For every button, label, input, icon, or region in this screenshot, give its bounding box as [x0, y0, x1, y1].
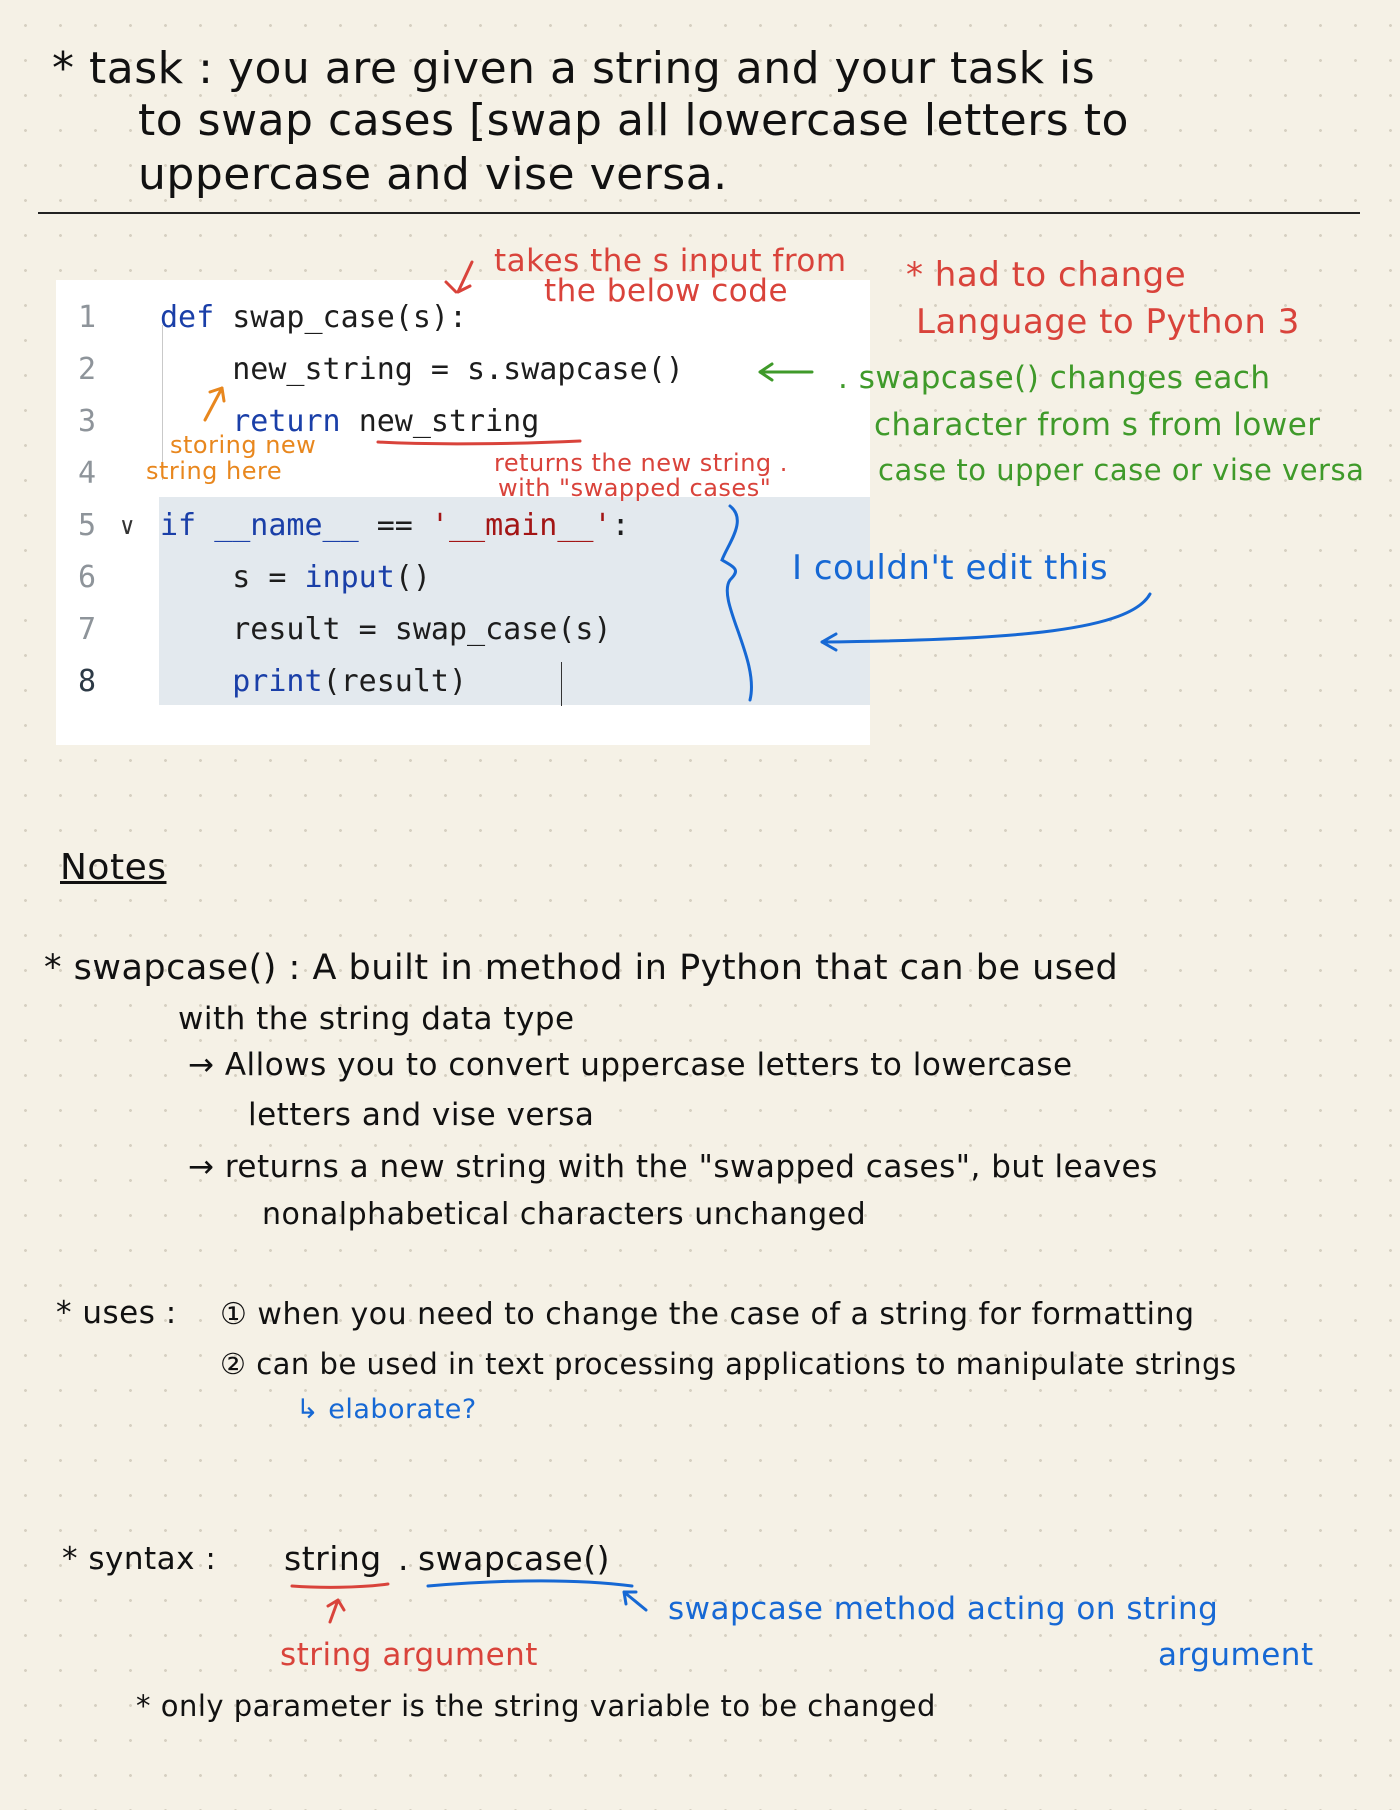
code-token: result = swap_case(s)	[160, 612, 612, 647]
code-token: (result)	[322, 664, 468, 699]
use-item-1: ① when you need to change the case of a string for formatting	[220, 1297, 1195, 1332]
line-number: 7	[78, 612, 97, 647]
code-token: new_string = s.swapcase()	[160, 352, 684, 387]
line-number: 3	[78, 404, 97, 439]
annotation-takes-input-1: takes the s input from	[494, 243, 847, 279]
annotation-couldnt-edit: I couldn't edit this	[792, 548, 1109, 588]
annotation-elaborate: ↳ elaborate?	[296, 1394, 477, 1425]
annotation-swapcase-2: character from s from lower	[874, 407, 1321, 443]
annotation-method-note-1: swapcase method acting on string	[668, 1591, 1219, 1627]
annotation-method-note-2: argument	[1158, 1637, 1314, 1673]
line-number: 5	[78, 508, 97, 543]
code-token: :	[611, 508, 630, 543]
takes-input-arrow	[446, 262, 472, 292]
annotation-had-to-change-1: * had to change	[906, 255, 1187, 295]
annotation-returns-1: returns the new string .	[494, 449, 788, 477]
string-arrow	[328, 1600, 344, 1622]
code-token: print	[232, 664, 323, 699]
use-item-2: ② can be used in text processing applications to manipulate strings	[220, 1347, 1237, 1381]
task-line-1: * task : you are given a string and your task is	[52, 43, 1096, 94]
code-token: s =	[160, 560, 305, 595]
notes-swapcase-line-1: * swapcase() : A built in method in Python that can be used	[44, 948, 1119, 988]
annotation-storing-1: storing new	[170, 431, 317, 459]
notes-swapcase-line-2: with the string data type	[178, 1001, 575, 1037]
annotation-storing-2: string here	[146, 457, 283, 485]
swapcase-arrow	[624, 1592, 646, 1610]
annotation-takes-input-2: the below code	[544, 273, 789, 309]
annotation-swapcase-3: case to upper case or vise versa	[878, 453, 1365, 487]
notes-bullet-1-line-1: → Allows you to convert uppercase letters to lowercase	[188, 1047, 1073, 1083]
notes-bullet-2-line-2: nonalphabetical characters unchanged	[262, 1197, 867, 1232]
code-token: '__main__'	[430, 508, 612, 543]
syntax-string: string	[284, 1539, 382, 1578]
annotation-returns-2: with "swapped cases"	[498, 474, 772, 502]
syntax-label: * syntax :	[62, 1541, 217, 1577]
line-number: 4	[78, 456, 97, 491]
line-number: 2	[78, 352, 97, 387]
line-number: 8	[78, 664, 97, 699]
return-underline	[378, 441, 580, 444]
fold-chevron-icon[interactable]: ∨	[120, 512, 135, 540]
syntax-dot: .	[398, 1539, 409, 1578]
green-arrow	[760, 364, 812, 380]
code-token: input	[304, 560, 395, 595]
blue-arrow	[822, 594, 1150, 650]
code-token: new_string	[358, 404, 540, 439]
annotation-had-to-change-2: Language to Python 3	[916, 302, 1300, 342]
code-token: ()	[394, 560, 431, 595]
code-token: ==	[358, 508, 431, 543]
notes-heading: Notes	[60, 847, 167, 888]
uses-label: * uses :	[56, 1295, 177, 1331]
blue-brace	[722, 506, 751, 700]
code-token: return	[232, 404, 359, 439]
code-token: if	[160, 508, 215, 543]
annotation-swapcase-1: . swapcase() changes each	[838, 360, 1271, 396]
orange-arrow	[205, 388, 224, 420]
annotation-string-argument: string argument	[280, 1637, 538, 1673]
task-line-3: uppercase and vise versa.	[138, 149, 728, 200]
swapcase-underline	[428, 1581, 632, 1586]
code-token: swap_case(s):	[232, 300, 468, 335]
line-number: 6	[78, 560, 97, 595]
notes-bullet-2-line-1: → returns a new string with the "swapped cases", but leaves	[188, 1149, 1158, 1185]
code-token: def	[160, 300, 233, 335]
string-underline	[292, 1584, 388, 1587]
only-parameter-note: * only parameter is the string variable to be changed	[136, 1689, 936, 1723]
syntax-method: swapcase()	[418, 1539, 610, 1578]
line-number: 1	[78, 300, 97, 335]
notes-bullet-1-line-2: letters and vise versa	[248, 1097, 595, 1133]
task-line-2: to swap cases [swap all lowercase letters to	[138, 95, 1129, 146]
code-token: __name__	[214, 508, 359, 543]
